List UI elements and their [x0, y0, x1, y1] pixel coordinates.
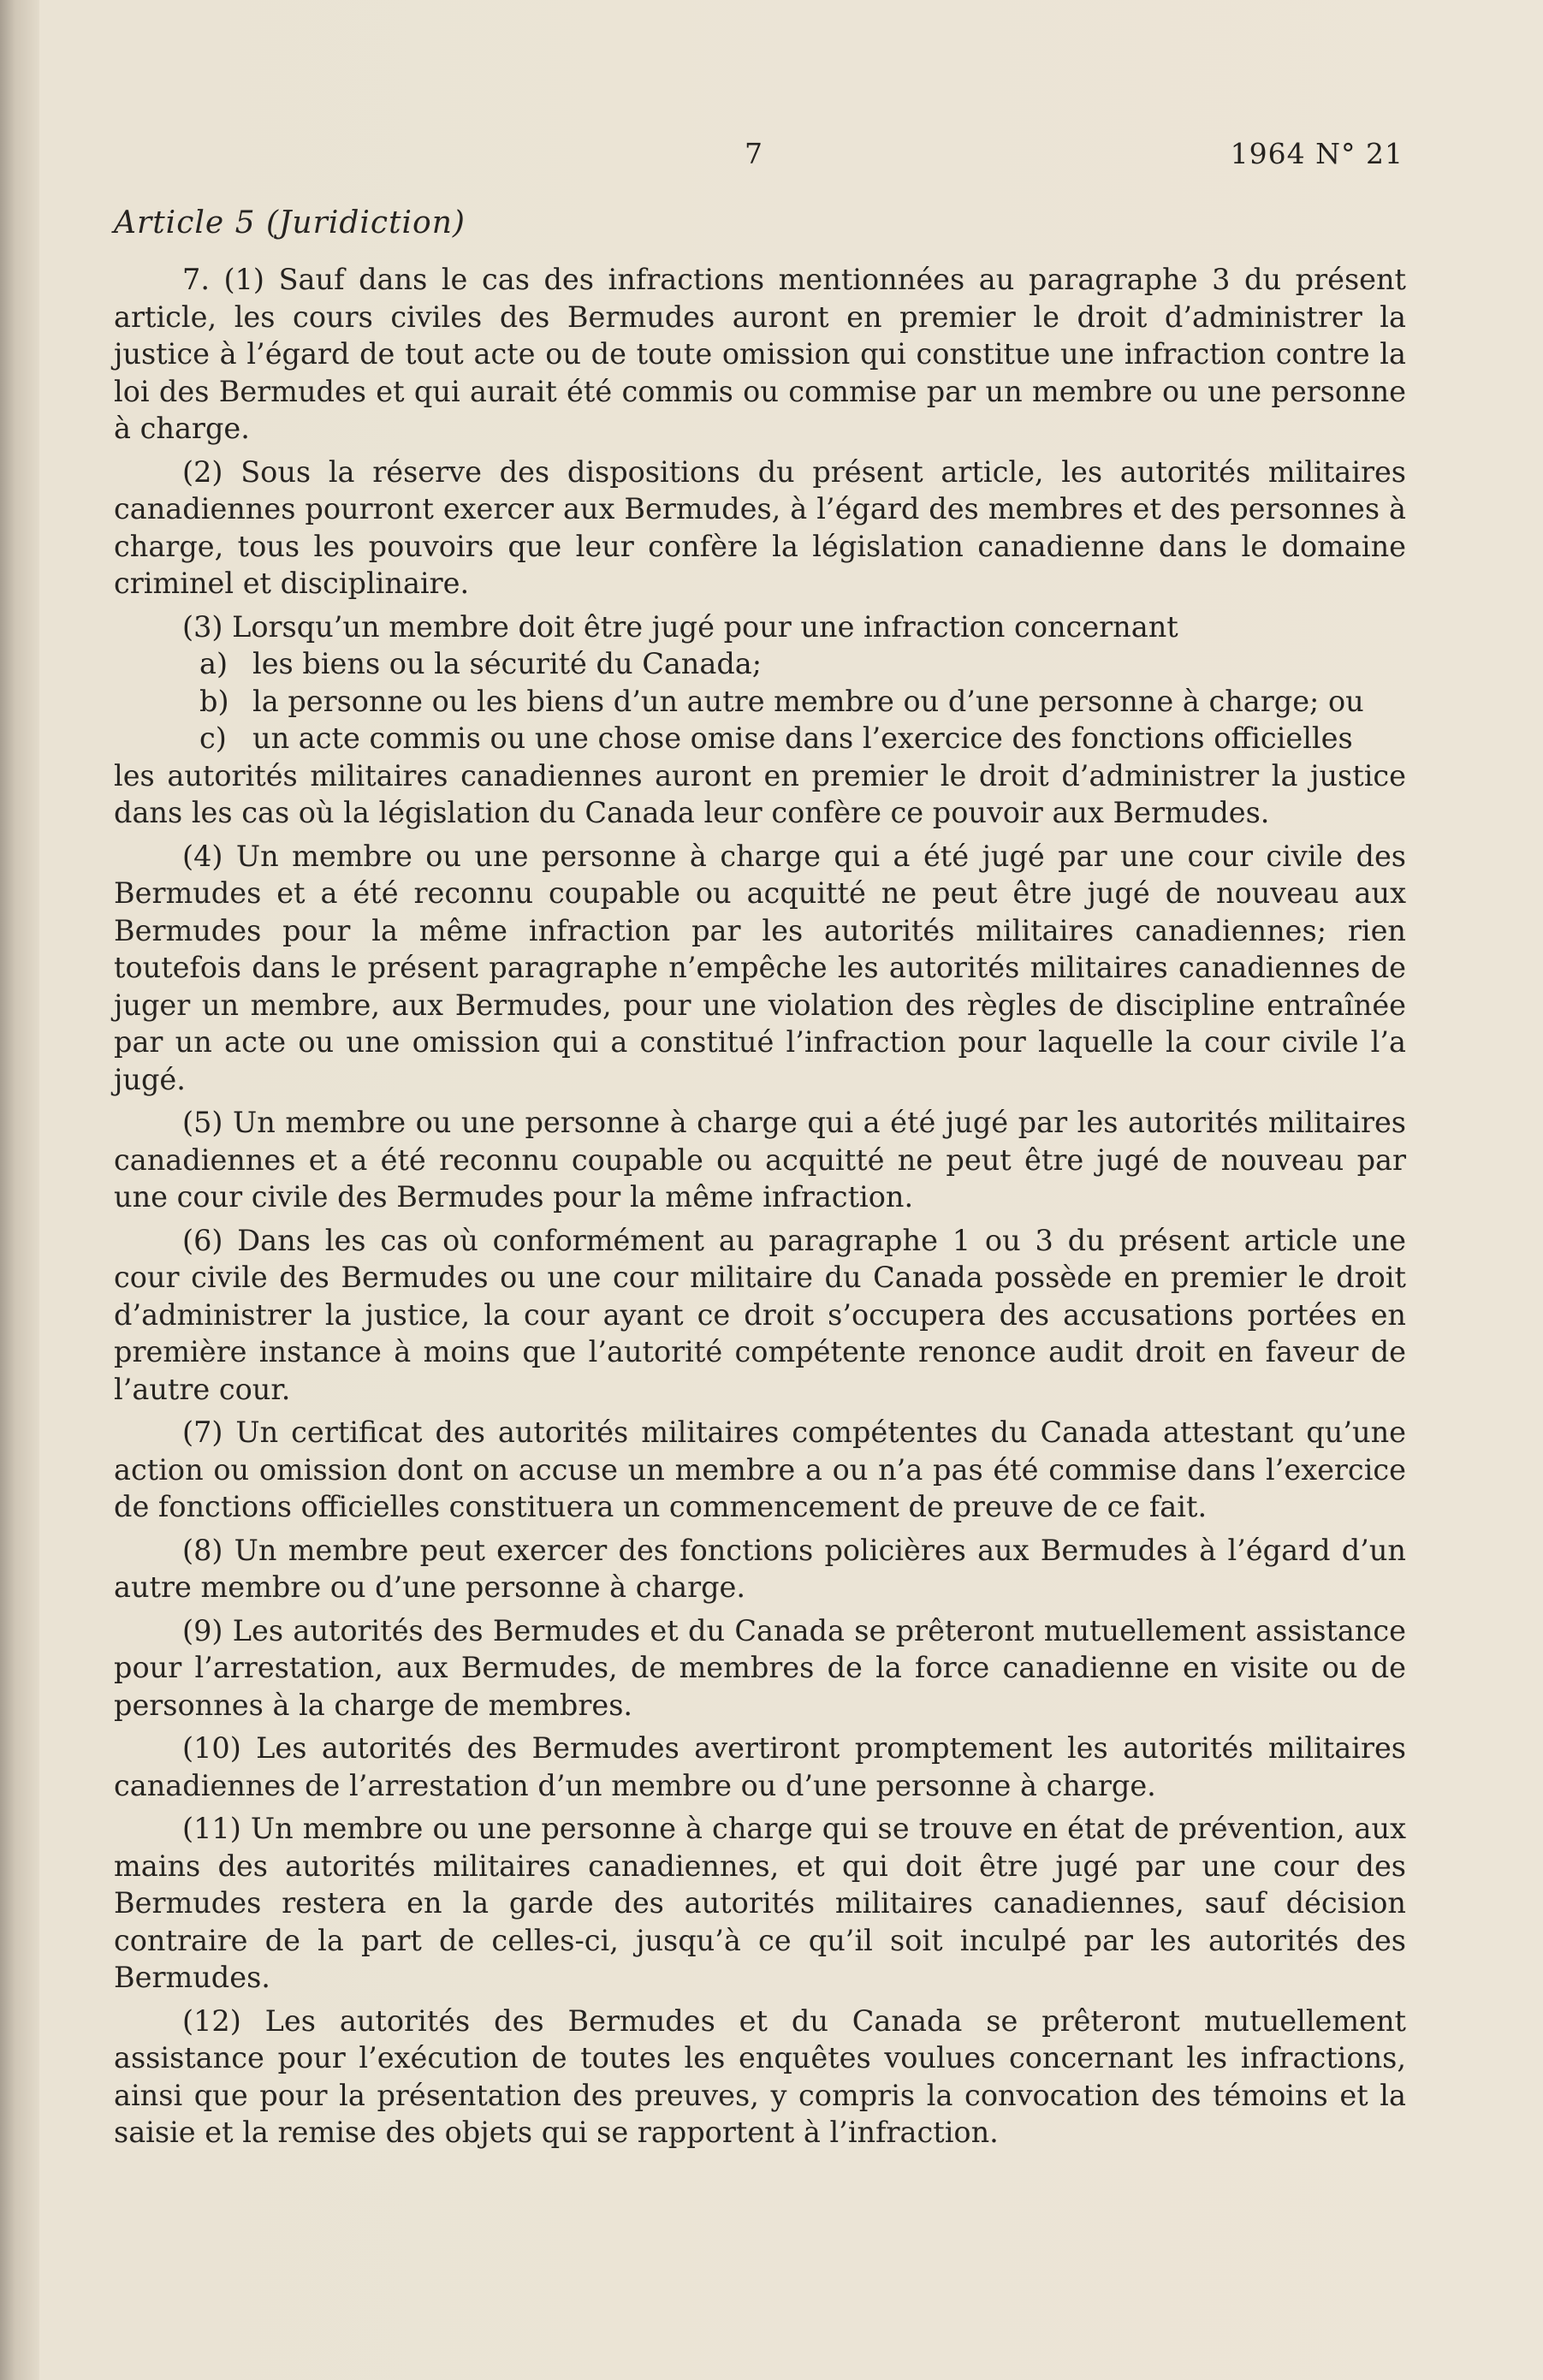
document-body: [114, 261, 1406, 2157]
paragraph-3-conclusion: les autorités militaires canadiennes auront en premier le droit d’administrer la justice dans les cas où la législation du Canada leur confère ce pouvoir aux Bermudes.: [114, 758, 1406, 829]
paragraph-10: (10) Les autorités des Bermudes avertiront promptement les autorités militaires canadiennes de l’arrestation d’un membre ou d’une personne à charge.: [114, 1731, 1406, 1802]
list-item-label: a): [199, 647, 228, 680]
page-number: 7: [745, 137, 763, 170]
list-item-a: [114, 645, 1406, 683]
paragraph-4: (4) Un membre ou une personne à charge qui a été jugé par une cour civile des Bermudes et a été reconnu coupable ou acquitté ne peut être jugé de nouveau aux Bermudes pour la même infraction par les autorités militaires canadiennes; rien toutefois dans le présent paragraphe n’empêche les autorités militaires canadiennes de juger un membre, aux Bermudes, pour une violation des règles de discipline entraînée par un acte ou une omission qui a constitué l’infraction pour laquelle la cour civile l’a jugé.: [114, 839, 1406, 1096]
list-item-text: les biens ou la sécurité du Canada;: [252, 647, 763, 680]
article-title: Article 5 (Juridiction): [114, 205, 466, 240]
paragraph-9: (9) Les autorités des Bermudes et du Canada se prêteront mutuellement assistance pour l’arrestation, aux Bermudes, de membres de la force canadienne en visite ou de personnes à la charge de membres.: [114, 1613, 1406, 1722]
list-item-text: un acte commis ou une chose omise dans l’exercice des fonctions officielles: [252, 721, 1353, 755]
list-item-label: b): [199, 684, 229, 718]
paragraph-6: (6) Dans les cas où conformément au paragraphe 1 ou 3 du présent article une cour civile des Bermudes ou une cour militaire du Canada possède en premier le droit d’administrer la justice, la cour ayant ce droit s’occupera des accusations portées en première instance à moins que l’autorité compétente renonce audit droit en faveur de l’autre cour.: [114, 1223, 1406, 1406]
paragraph-12: (12) Les autorités des Bermudes et du Canada se prêteront mutuellement assistance pour l’exécution de toutes les enquêtes voulues concernant les infractions, ainsi que pour la présentation des preuves, y compris la convocation des témoins et la saisie et la remise des objets qui se rapportent à l’infraction.: [114, 2003, 1406, 2149]
paragraph-2: (2) Sous la réserve des dispositions du présent article, les autorités militaires canadiennes pourront exercer aux Bermudes, à l’égard des membres et des personnes à charge, tous les pouvoirs que leur confère la législation canadienne dans le domaine criminel et disciplinaire.: [114, 454, 1406, 600]
running-head: [111, 137, 1404, 180]
document-reference: 1964 N° 21: [1230, 137, 1404, 170]
paragraph-3: (3) Lorsqu’un membre doit être jugé pour une infraction concernant: [182, 609, 1178, 644]
paragraph-5: (5) Un membre ou une personne à charge qui a été jugé par les autorités militaires canadiennes et a été reconnu coupable ou acquitté ne peut être jugé de nouveau par une cour civile des Bermudes pour la même infraction.: [114, 1106, 1406, 1214]
paragraph-11: (11) Un membre ou une personne à charge qui se trouve en état de prévention, aux mains des autorités militaires canadiennes, et qui doit être jugé par une cour des Bermudes restera en la garde des autorités militaires canadiennes, sauf décision contraire de la part de celles-ci, jusqu’à ce qu’il soit inculpé par les autorités des Bermudes.: [114, 1812, 1406, 1994]
paragraph-8: (8) Un membre peut exercer des fonctions policières aux Bermudes à l’égard d’un autre membre ou d’une personne à charge.: [114, 1533, 1406, 1604]
paragraph-7: (7) Un certificat des autorités militaires compétentes du Canada attestant qu’une action ou omission dont on accuse un membre a ou n’a pas été commise dans l’exercice de fonctions officielles constituera un commencement de preuve de ce fait.: [114, 1416, 1406, 1523]
list-item-c: [114, 720, 1406, 757]
list-item-b: [114, 683, 1406, 721]
list-item-label: c): [199, 721, 227, 755]
binding-edge: [0, 0, 39, 2380]
paragraph-7-1: 7. (1) Sauf dans le cas des infractions mentionnées au paragraphe 3 du présent article, les cours civiles des Bermudes auront en premier le droit d’administrer la justice à l’égard de tout acte ou de toute omission qui constitue une infraction contre la loi des Bermudes et qui aurait été commis ou commise par un membre ou une personne à charge.: [114, 263, 1406, 445]
list-item-text: la personne ou les biens d’un autre membre ou d’une personne à charge; ou: [252, 684, 1364, 718]
